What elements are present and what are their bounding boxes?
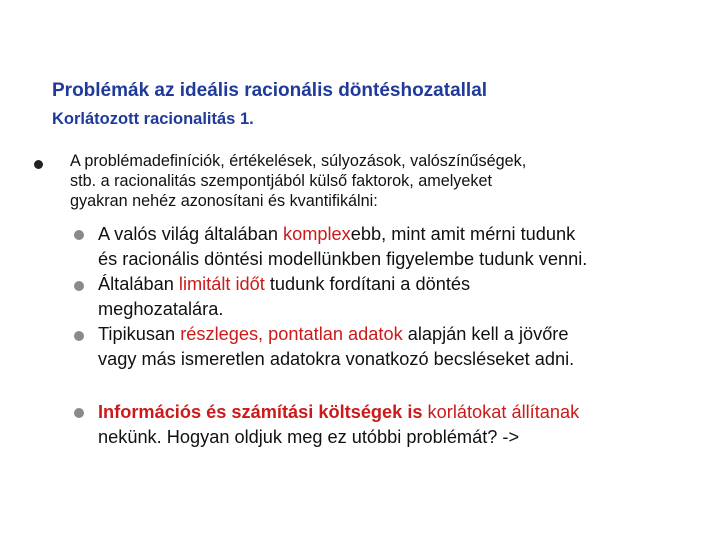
bullet-dot-icon — [34, 160, 43, 169]
intro-line: stb. a racionalitás szempontjából külső faktorok, amelyeket — [70, 172, 492, 190]
sub-bullet-dot-icon — [74, 408, 84, 418]
intro-line: A problémadefiníciók, értékelések, súlyozások, valószínűségek, — [70, 152, 527, 170]
item-line-1 — [98, 222, 587, 247]
item-line-2: és racionális döntési modellünkben figyelembe tudunk venni. — [98, 249, 588, 269]
item-text: ebb, mint amit mérni tudunk — [350, 224, 576, 244]
item-text: alapján kell a jövőre — [402, 324, 569, 344]
item-line-1 — [98, 400, 579, 425]
item-text: A valós világ általában — [98, 224, 284, 244]
list-item — [98, 322, 574, 372]
slide-title: Problémák az ideális racionális döntéshozatallal — [52, 80, 488, 101]
item-line-1 — [98, 272, 470, 297]
item-text: tudunk fordítani a döntés — [264, 274, 471, 294]
item-text: Tipikusan — [98, 324, 181, 344]
slide-subtitle: Korlátozott racionalitás 1. — [52, 110, 254, 128]
item-highlight: limitált időt — [178, 274, 265, 294]
item-text: Általában — [98, 274, 179, 294]
item-highlight: komplex — [283, 224, 351, 244]
item-line-2: nekünk. Hogyan oldjuk meg ez utóbbi problémát? -> — [98, 427, 520, 447]
intro-paragraph — [70, 151, 526, 211]
sub-bullet-dot-icon — [74, 230, 84, 240]
item-highlight: Információs és számítási költségek is — [98, 402, 423, 422]
intro-line: gyakran nehéz azonosítani és kvantifikálni: — [70, 192, 378, 210]
list-item — [98, 272, 470, 322]
item-line-2: vagy más ismeretlen adatokra vonatkozó becsléseket adni. — [98, 349, 575, 369]
sub-bullet-dot-icon — [74, 281, 84, 291]
item-text: korlátokat állítanak — [422, 402, 580, 422]
sub-bullet-dot-icon — [74, 331, 84, 341]
list-item — [98, 400, 579, 450]
list-item — [98, 222, 587, 272]
item-highlight: részleges, pontatlan adatok — [180, 324, 403, 344]
item-line-1 — [98, 322, 574, 347]
item-line-2: meghozatalára. — [98, 299, 224, 319]
